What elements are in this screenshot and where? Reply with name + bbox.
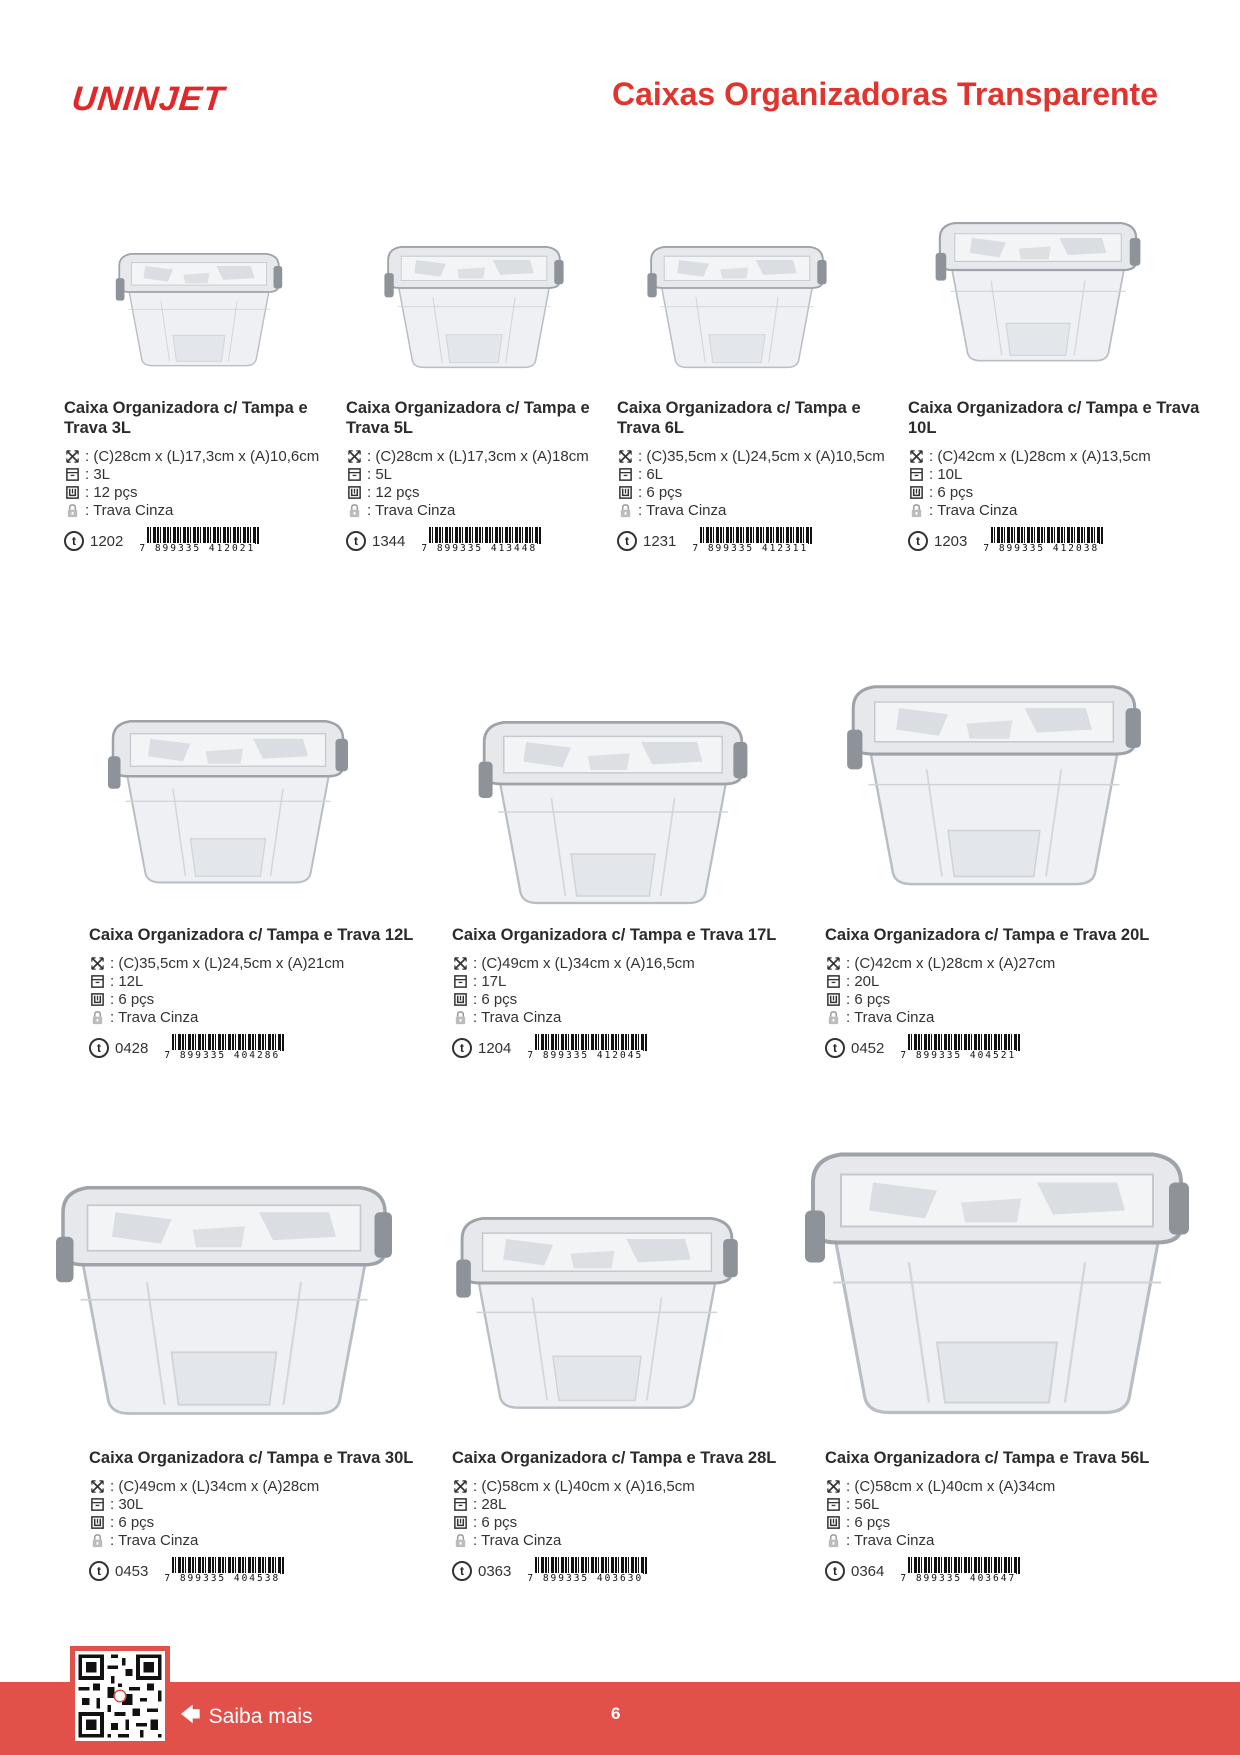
dimensions-icon <box>64 448 81 465</box>
barcode-number: 7 899335 412021 <box>139 543 256 554</box>
spec-qty <box>452 1513 782 1531</box>
spec-value: : Trava Cinza <box>110 1531 199 1549</box>
spec-value: : 6 pçs <box>638 483 683 501</box>
volume-icon <box>825 1496 842 1513</box>
qr-code[interactable] <box>70 1646 170 1746</box>
code-icon: t <box>825 1038 845 1058</box>
spec-dims <box>908 447 1208 465</box>
spec-volume <box>825 972 1155 990</box>
spec-value: : Trava Cinza <box>110 1008 199 1026</box>
barcode-number: 7 899335 412038 <box>983 543 1100 554</box>
barcode-number: 7 899335 412045 <box>527 1050 644 1061</box>
barcode-number: 7 899335 403647 <box>900 1573 1017 1584</box>
barcode <box>421 527 541 553</box>
product-code-row <box>346 527 616 553</box>
barcode <box>164 1557 284 1583</box>
spec-volume <box>64 465 334 483</box>
spec-value: : 17L <box>473 972 507 990</box>
spec-value: : Trava Cinza <box>638 501 727 519</box>
product-code: 1204 <box>478 1040 512 1057</box>
lock-icon <box>825 1532 842 1549</box>
spec-volume <box>89 1495 419 1513</box>
package-quantity-icon <box>617 484 634 501</box>
spec-value: : (C)42cm x (L)28cm x (A)13,5cm <box>929 447 1151 465</box>
barcode <box>527 1034 647 1060</box>
product-image <box>402 1195 792 1415</box>
lock-icon <box>908 502 925 519</box>
spec-qty <box>64 483 334 501</box>
arrow-left-icon: 🡄 <box>180 1704 201 1726</box>
spec-dims <box>452 954 782 972</box>
product-code: 0428 <box>115 1040 149 1057</box>
volume-icon <box>825 973 842 990</box>
barcode <box>164 1034 284 1060</box>
spec-volume <box>617 465 897 483</box>
spec-lock <box>825 1008 1155 1026</box>
spec-value: : 6 pçs <box>929 483 974 501</box>
spec-value: : 6L <box>638 465 664 483</box>
product-image <box>103 700 353 890</box>
spec-value: : (C)42cm x (L)28cm x (A)27cm <box>846 954 1056 972</box>
product-title: Caixa Organizadora c/ Tampa e Trava 56L <box>825 1449 1150 1467</box>
lock-icon <box>89 1532 106 1549</box>
package-quantity-icon <box>89 1514 106 1531</box>
spec-value: : Trava Cinza <box>473 1008 562 1026</box>
product-title: Caixa Organizadora c/ Tampa e Trava 12L <box>89 926 414 944</box>
product-code-row <box>617 527 897 553</box>
barcode <box>983 527 1103 553</box>
saiba-mais-link[interactable] <box>180 1700 313 1734</box>
spec-dims <box>89 1477 419 1495</box>
spec-value: : 6 pçs <box>846 1513 891 1531</box>
volume-icon <box>89 1496 106 1513</box>
product-code-row <box>825 1034 1155 1060</box>
product-code-row <box>908 527 1208 553</box>
dimensions-icon <box>825 1478 842 1495</box>
volume-icon <box>64 466 81 483</box>
barcode <box>900 1557 1020 1583</box>
lock-icon <box>64 502 81 519</box>
lock-icon <box>89 1009 106 1026</box>
dimensions-icon <box>908 448 925 465</box>
spec-value: : 5L <box>367 465 393 483</box>
barcode-number: 7 899335 412311 <box>692 543 809 554</box>
code-icon: t <box>89 1561 109 1581</box>
code-icon: t <box>452 1038 472 1058</box>
barcode-number: 7 899335 404286 <box>164 1050 281 1061</box>
spec-qty <box>825 1513 1155 1531</box>
package-quantity-icon <box>89 991 106 1008</box>
product-code: 1344 <box>372 533 406 550</box>
spec-qty <box>825 990 1155 1008</box>
dimensions-icon <box>825 955 842 972</box>
spec-value: : (C)58cm x (L)40cm x (A)34cm <box>846 1477 1056 1495</box>
package-quantity-icon <box>825 991 842 1008</box>
barcode <box>692 527 812 553</box>
spec-lock <box>825 1531 1155 1549</box>
product-code: 1231 <box>643 533 677 550</box>
product-title: Caixa Organizadora c/ Tampa e Trava 28L <box>452 1449 777 1467</box>
spec-lock <box>346 501 616 519</box>
volume-icon <box>452 1496 469 1513</box>
spec-qty <box>346 483 616 501</box>
page-title: Caixas Organizadoras Transparente <box>612 76 1158 112</box>
spec-value: : 6 pçs <box>473 1513 518 1531</box>
spec-lock <box>89 1531 419 1549</box>
product-code: 0452 <box>851 1040 885 1057</box>
dimensions-icon <box>452 955 469 972</box>
spec-qty <box>908 483 1208 501</box>
product-image <box>617 232 857 372</box>
spec-value: : (C)49cm x (L)34cm x (A)28cm <box>110 1477 320 1495</box>
spec-qty <box>89 990 419 1008</box>
volume-icon <box>89 973 106 990</box>
spec-value: : Trava Cinza <box>929 501 1018 519</box>
spec-value: : 6 pçs <box>473 990 518 1008</box>
spec-dims <box>825 1477 1155 1495</box>
spec-lock <box>89 1008 419 1026</box>
spec-value: : (C)35,5cm x (L)24,5cm x (A)10,5cm <box>638 447 885 465</box>
package-quantity-icon <box>64 484 81 501</box>
barcode <box>139 527 259 553</box>
lock-icon <box>617 502 634 519</box>
spec-value: : Trava Cinza <box>473 1531 562 1549</box>
lock-icon <box>452 1009 469 1026</box>
spec-value: : (C)58cm x (L)40cm x (A)16,5cm <box>473 1477 695 1495</box>
volume-icon <box>908 466 925 483</box>
spec-volume <box>908 465 1208 483</box>
product-code-row <box>89 1034 419 1060</box>
spec-volume <box>825 1495 1155 1513</box>
barcode-number: 7 899335 403630 <box>527 1573 644 1584</box>
product-code-row <box>452 1557 782 1583</box>
spec-volume <box>452 1495 782 1513</box>
product-code-row <box>825 1557 1155 1583</box>
product-image <box>452 700 774 910</box>
product-image <box>374 232 574 372</box>
product-title: Caixa Organizadora c/ Tampa e Trava 10L <box>908 399 1200 437</box>
spec-lock <box>452 1008 782 1026</box>
dimensions-icon <box>89 1478 106 1495</box>
spec-value: : Trava Cinza <box>846 1008 935 1026</box>
spec-dims <box>89 954 419 972</box>
lock-icon <box>452 1532 469 1549</box>
code-icon: t <box>452 1561 472 1581</box>
product-title: Caixa Organizadora c/ Tampa e Trava 20L <box>825 926 1150 944</box>
package-quantity-icon <box>825 1514 842 1531</box>
spec-value: : 12 pçs <box>85 483 138 501</box>
product-code-row <box>64 527 334 553</box>
code-icon: t <box>908 531 928 551</box>
barcode-number: 7 899335 404521 <box>900 1050 1017 1061</box>
volume-icon <box>617 466 634 483</box>
dimensions-icon <box>617 448 634 465</box>
product-code: 0453 <box>115 1563 149 1580</box>
saiba-mais-label: Saiba mais <box>208 1705 313 1728</box>
spec-value: : Trava Cinza <box>367 501 456 519</box>
spec-value: : 6 pçs <box>110 1513 155 1531</box>
code-icon: t <box>825 1561 845 1581</box>
product-title: Caixa Organizadora c/ Tampa e Trava 5L <box>346 399 590 437</box>
lock-icon <box>825 1009 842 1026</box>
product-image <box>841 652 1147 902</box>
spec-dims <box>64 447 334 465</box>
volume-icon <box>346 466 363 483</box>
package-quantity-icon <box>346 484 363 501</box>
package-quantity-icon <box>452 1514 469 1531</box>
spec-value: : 3L <box>85 465 111 483</box>
brand-logo: UNINJET <box>70 80 227 118</box>
spec-value: : 30L <box>110 1495 144 1513</box>
spec-lock <box>908 501 1208 519</box>
spec-value: : (C)28cm x (L)17,3cm x (A)18cm <box>367 447 589 465</box>
spec-volume <box>346 465 616 483</box>
product-code: 0363 <box>478 1563 512 1580</box>
spec-value: : 20L <box>846 972 880 990</box>
lock-icon <box>346 502 363 519</box>
spec-volume <box>452 972 782 990</box>
product-image <box>908 206 1168 366</box>
product-image <box>797 1100 1197 1445</box>
spec-dims <box>452 1477 782 1495</box>
code-icon: t <box>346 531 366 551</box>
product-image <box>84 240 314 370</box>
package-quantity-icon <box>908 484 925 501</box>
spec-value: : 10L <box>929 465 963 483</box>
product-code-row <box>452 1034 782 1060</box>
spec-value: : 28L <box>473 1495 507 1513</box>
code-icon: t <box>64 531 84 551</box>
code-icon: t <box>617 531 637 551</box>
product-title: Caixa Organizadora c/ Tampa e Trava 3L <box>64 399 308 437</box>
spec-dims <box>346 447 616 465</box>
barcode <box>527 1557 647 1583</box>
spec-lock <box>64 501 334 519</box>
volume-icon <box>452 973 469 990</box>
product-code-row <box>89 1557 419 1583</box>
spec-lock <box>452 1531 782 1549</box>
spec-value: : (C)49cm x (L)34cm x (A)16,5cm <box>473 954 695 972</box>
spec-value: : 6 pçs <box>846 990 891 1008</box>
product-code: 0364 <box>851 1563 885 1580</box>
spec-value: : (C)35,5cm x (L)24,5cm x (A)21cm <box>110 954 345 972</box>
product-title: Caixa Organizadora c/ Tampa e Trava 6L <box>617 399 861 437</box>
spec-value: : Trava Cinza <box>846 1531 935 1549</box>
product-title: Caixa Organizadora c/ Tampa e Trava 30L <box>89 1449 414 1467</box>
barcode <box>900 1034 1020 1060</box>
barcode-number: 7 899335 413448 <box>421 543 538 554</box>
spec-dims <box>825 954 1155 972</box>
product-code: 1203 <box>934 533 968 550</box>
product-image <box>49 1150 399 1432</box>
product-title: Caixa Organizadora c/ Tampa e Trava 17L <box>452 926 777 944</box>
spec-value: : 12 pçs <box>367 483 420 501</box>
spec-value: : 6 pçs <box>110 990 155 1008</box>
spec-value: : 12L <box>110 972 144 990</box>
spec-qty <box>617 483 897 501</box>
dimensions-icon <box>452 1478 469 1495</box>
spec-value: : (C)28cm x (L)17,3cm x (A)10,6cm <box>85 447 320 465</box>
barcode-number: 7 899335 404538 <box>164 1573 281 1584</box>
product-code: 1202 <box>90 533 124 550</box>
spec-lock <box>617 501 897 519</box>
package-quantity-icon <box>452 991 469 1008</box>
spec-qty <box>452 990 782 1008</box>
dimensions-icon <box>346 448 363 465</box>
spec-qty <box>89 1513 419 1531</box>
spec-volume <box>89 972 419 990</box>
spec-value: : 56L <box>846 1495 880 1513</box>
spec-dims <box>617 447 897 465</box>
spec-value: : Trava Cinza <box>85 501 174 519</box>
dimensions-icon <box>89 955 106 972</box>
code-icon: t <box>89 1038 109 1058</box>
page-number: 6 <box>611 1704 621 1723</box>
